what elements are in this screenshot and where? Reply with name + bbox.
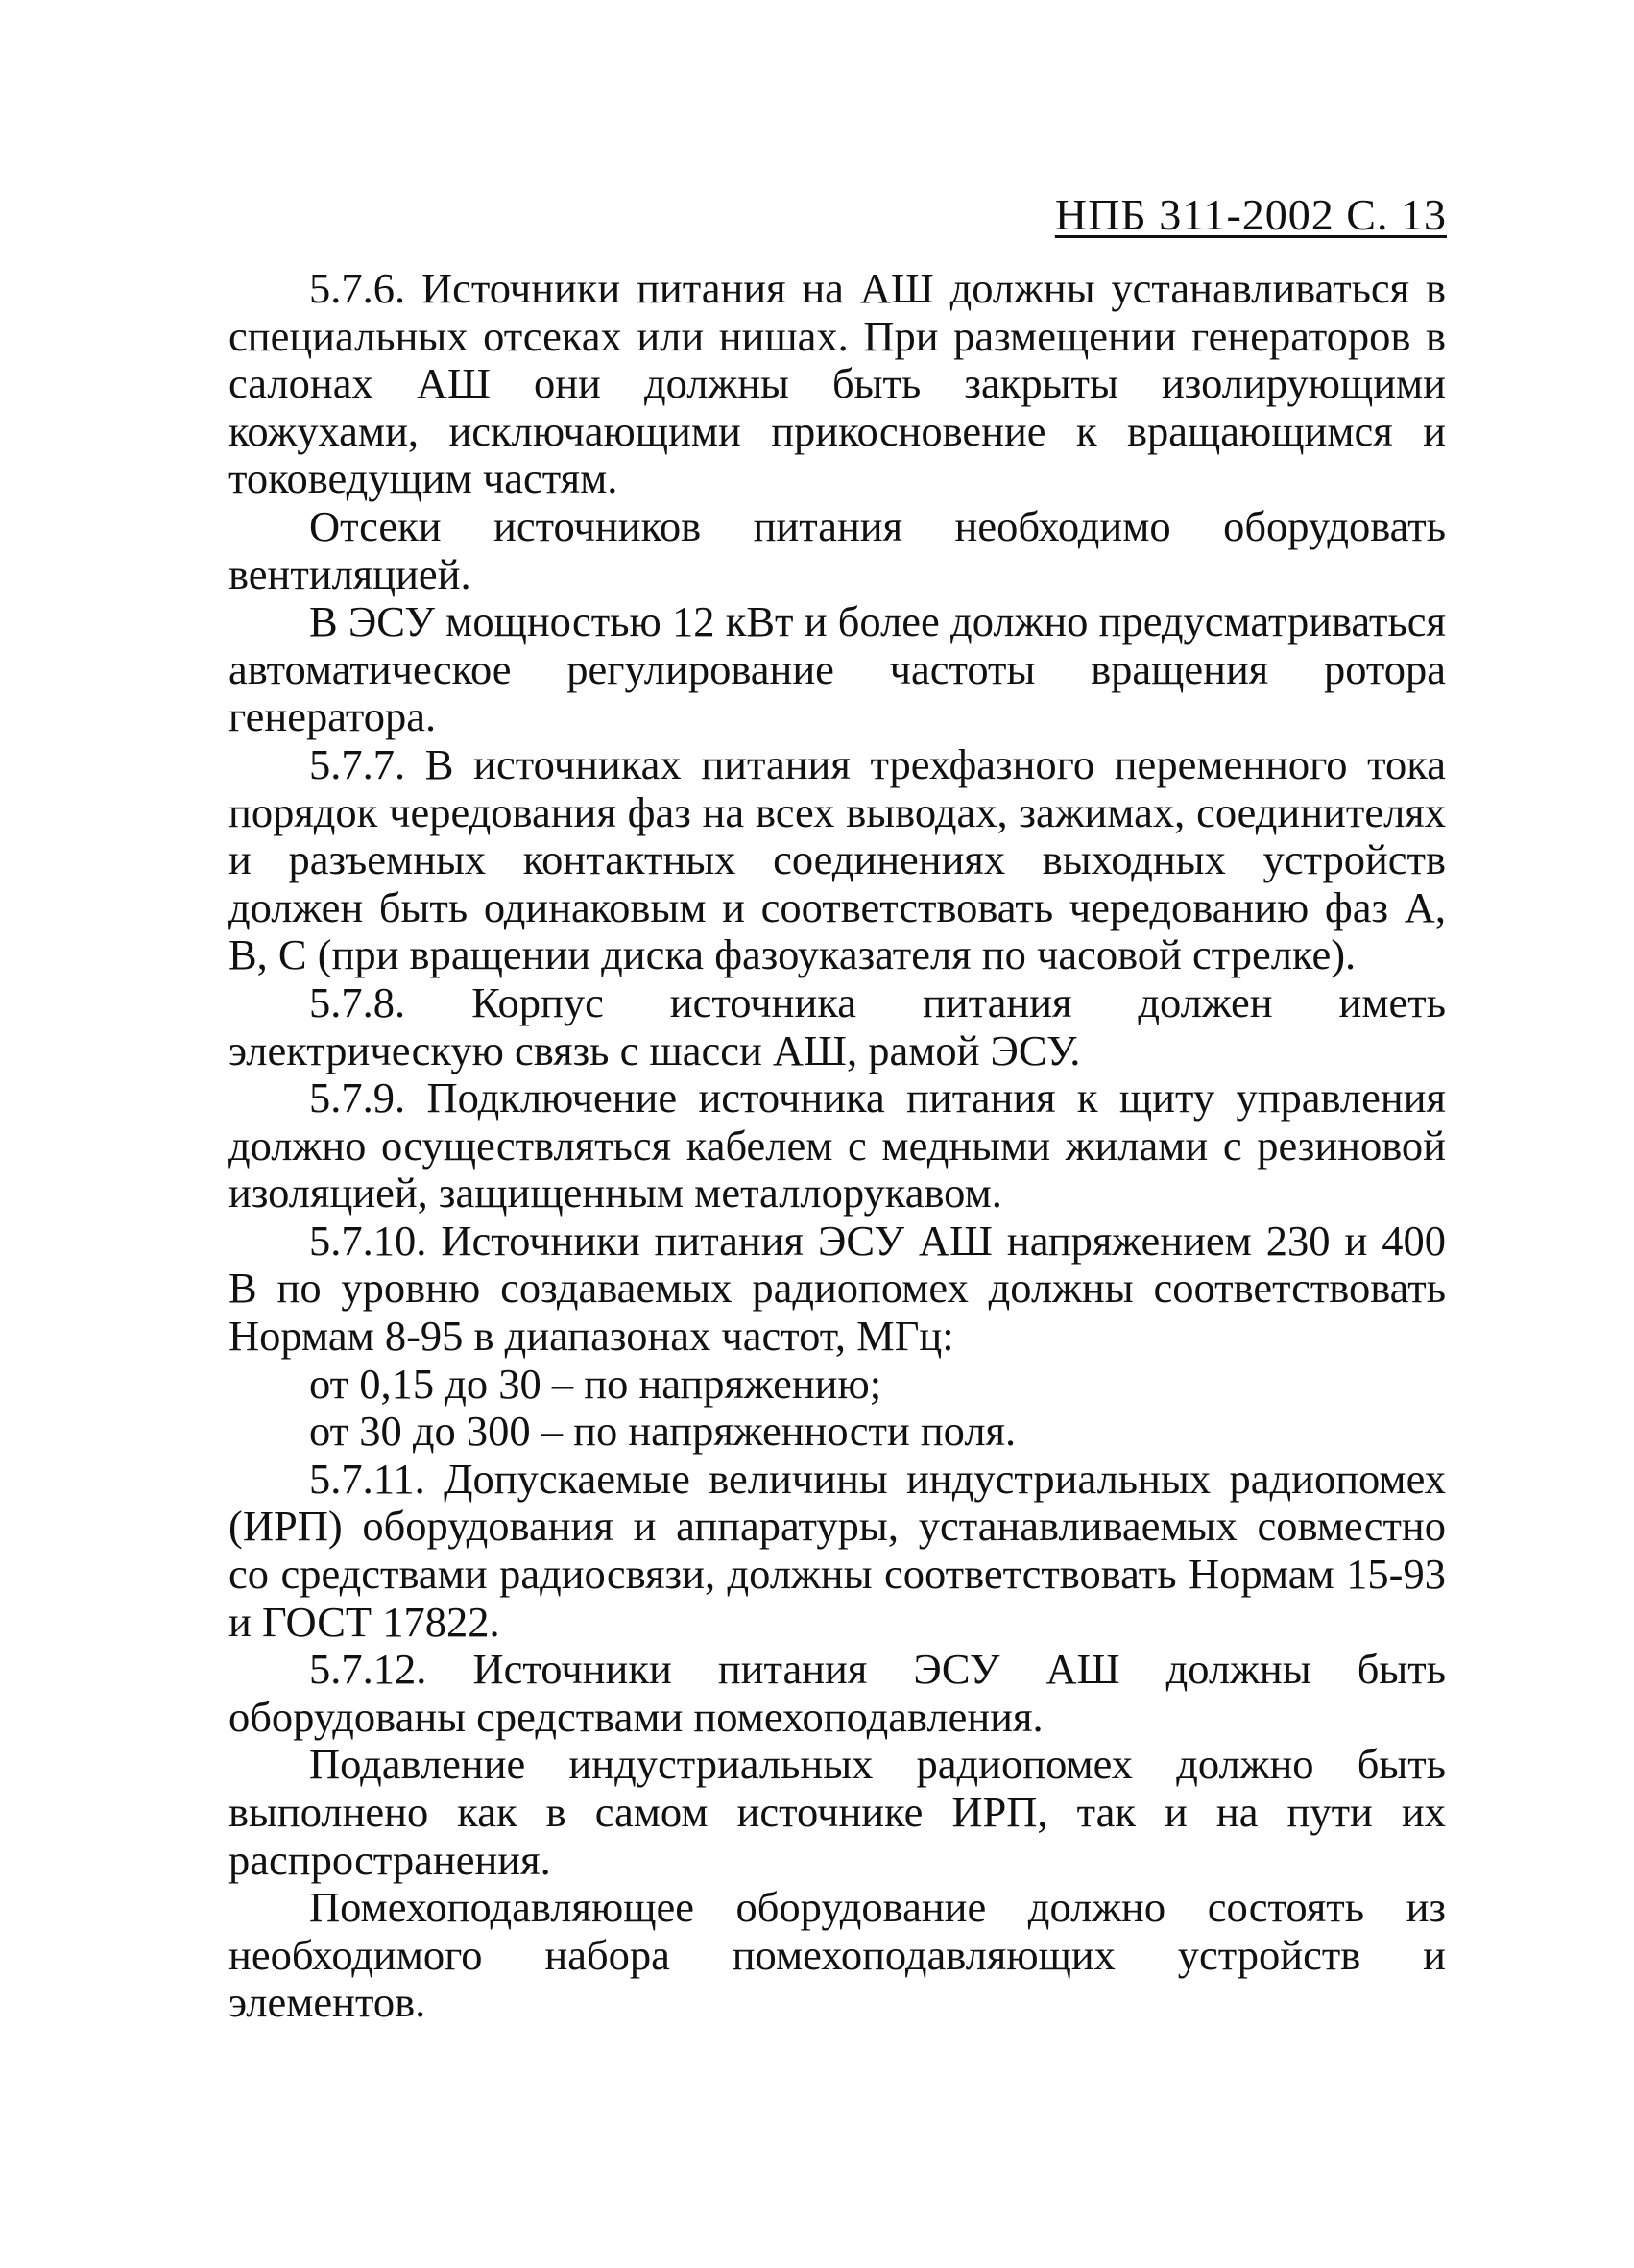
paragraph-5-7-7: 5.7.7. В источниках питания трехфазного переменного тока порядок чередования фаз на всех выводах, зажимах, соединителях и разъемных контактных соединениях выходных устройств должен быть одинаковым и соответствовать чередованию фаз А, В, С (при вращении диска фазоуказателя по часовой стрелке). <box>228 739 1446 979</box>
running-head: НПБ 311-2002 С. 13 <box>1054 190 1447 239</box>
list-item-voltage-range: от 0,15 до 30 – по напряжению; <box>309 1359 882 1408</box>
paragraph-ventilation: Отсеки источников питания необходимо оборудовать вентиляцией. <box>228 501 1446 598</box>
paragraph-5-7-10: 5.7.10. Источники питания ЭСУ АШ напряжением 230 и 400 В по уровню создаваемых радиопомех должны соответствовать Нормам 8-95 в диапазонах частот, МГц: <box>228 1216 1446 1361</box>
paragraph-5-7-9: 5.7.9. Подключение источника питания к щиту управления должно осуществляться кабелем с медными жилами с резиновой изоляцией, защищенным металлорукавом. <box>228 1074 1446 1218</box>
paragraph-speed-regulation: В ЭСУ мощностью 12 кВт и более должно предусматриваться автоматическое регулирование частоты вращения ротора генератора. <box>228 597 1446 741</box>
paragraph-5-7-11: 5.7.11. Допускаемые величины индустриальных радиопомех (ИРП) оборудования и аппаратуры, устанавливаемых совместно со средствами радиосвязи, должны соответствовать Нормам 15-93 и ГОСТ 17822. <box>228 1454 1446 1646</box>
document-body <box>228 265 1446 2027</box>
list-item-field-range: от 30 до 300 – по напряженности поля. <box>309 1407 1017 1456</box>
paragraph-5-7-8: 5.7.8. Корпус источника питания должен иметь электрическую связь с шасси АШ, рамой ЭСУ. <box>228 977 1446 1074</box>
paragraph-equipment: Помехоподавляющее оборудование должно состоять из необходимого набора помехоподавляющих устройств и элементов. <box>228 1883 1446 2027</box>
paragraph-5-7-6: 5.7.6. Источники питания на АШ должны устанавливаться в специальных отсеках или нишах. При размещении генераторов в салонах АШ они должны быть закрыты изолирующими кожухами, исключающими прикосновение к вращающимся и токоведущим частям. <box>228 264 1446 503</box>
paragraph-5-7-12: 5.7.12. Источники питания ЭСУ АШ должны быть оборудованы средствами помехоподавления. <box>228 1645 1446 1741</box>
paragraph-suppression: Подавление индустриальных радиопомех должно быть выполнено как в самом источнике ИРП, так и на пути их распространения. <box>228 1740 1446 1884</box>
